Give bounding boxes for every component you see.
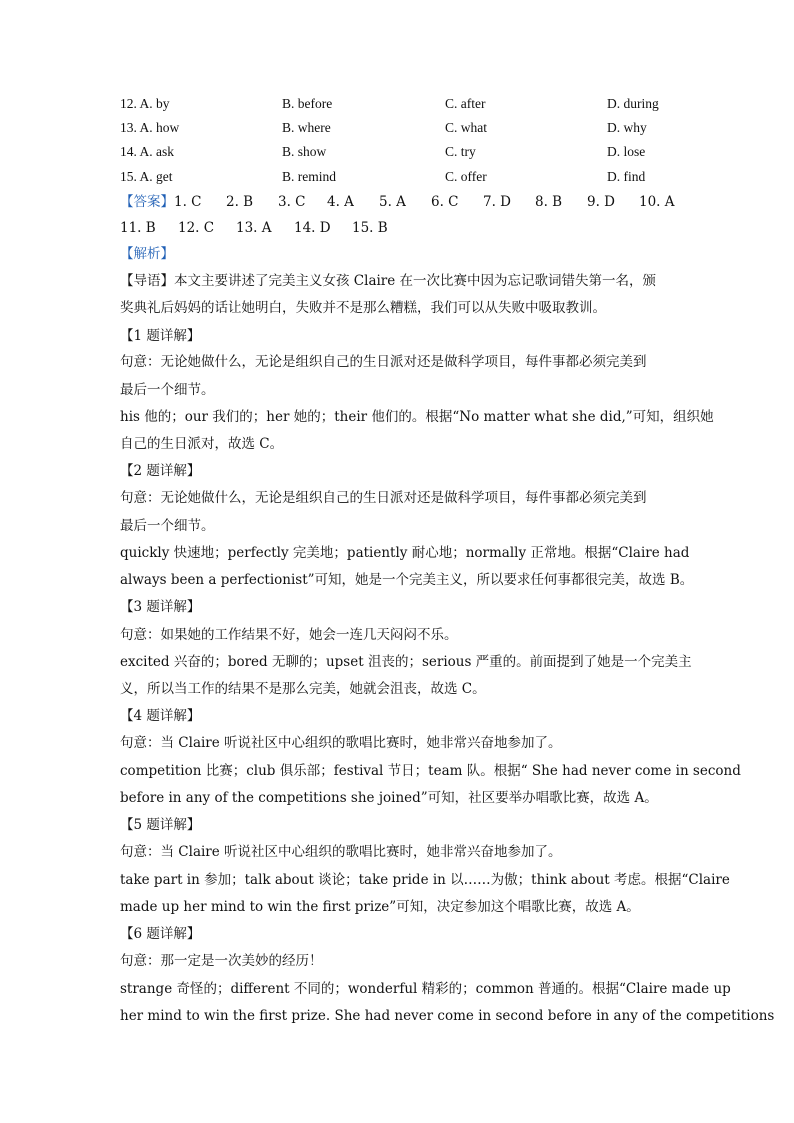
answer-label: 【答案】: [120, 194, 174, 210]
answer-item: 4. A: [327, 194, 354, 210]
answer-item: 6. C: [431, 194, 459, 210]
q6-sentence-1: 句意：那一定是一次美妙的经历！: [120, 953, 323, 969]
q2-sentence-2: 最后一个细节。: [120, 518, 215, 534]
option-a: 13. A. how: [120, 120, 180, 135]
option-d: D. find: [607, 169, 646, 184]
q3-heading: 【3 题详解】: [120, 599, 201, 615]
answer-item: 7. D: [483, 194, 511, 210]
q2-sentence-1: 句意：无论她做什么，无论是组织自己的生日派对还是做科学项目，每件事都必须完美到: [120, 490, 647, 506]
q3-explain-1: excited 兴奋的；bored 无聊的；upset 沮丧的；serious 严重的。前面提到了她是一个完美主: [120, 654, 692, 670]
option-a: 12. A. by: [120, 96, 170, 111]
answer-item: 15. B: [352, 220, 388, 236]
options-row-12: [120, 96, 680, 116]
answer-item: 10. A: [639, 194, 675, 210]
option-c: C. offer: [445, 169, 487, 184]
answer-item: 9. D: [587, 194, 615, 210]
answer-item: 8. B: [535, 194, 563, 210]
options-row-15: [120, 169, 680, 189]
q5-heading: 【5 题详解】: [120, 817, 201, 833]
q2-heading: 【2 题详解】: [120, 463, 201, 479]
options-row-13: [120, 120, 680, 140]
q4-heading: 【4 题详解】: [120, 708, 201, 724]
q6-heading: 【6 题详解】: [120, 926, 201, 942]
intro-line-2: 奖典礼后妈妈的话让她明白，失败并不是那么糟糕，我们可以从失败中吸取教训。: [120, 300, 606, 316]
option-d: D. lose: [607, 144, 646, 159]
analysis-label: 【解析】: [120, 246, 174, 262]
q1-sentence-1: 句意：无论她做什么，无论是组织自己的生日派对还是做科学项目，每件事都必须完美到: [120, 354, 647, 370]
option-b: B. where: [282, 120, 331, 135]
q1-explain-1: his 他的；our 我们的；her 她的；their 他们的。根据“No matter what she did,”可知，组织她: [120, 409, 714, 425]
q2-explain-2: always been a perfectionist”可知，她是一个完美主义，所以要求任何事都很完美，故选 B。: [120, 572, 694, 588]
option-c: C. what: [445, 120, 487, 135]
option-b: B. show: [282, 144, 327, 159]
option-c: C. after: [445, 96, 486, 111]
answer-item: 3. C: [278, 194, 306, 210]
q5-explain-1: take part in 参加；talk about 谈论；take pride in 以……为傲；think about 考虑。根据“Claire: [120, 872, 730, 888]
q4-explain-1: competition 比赛；club 俱乐部；festival 节日；team 队。根据“ She had never come in second: [120, 763, 741, 779]
answer-item: 14. D: [294, 220, 331, 236]
options-row-14: [120, 144, 680, 164]
answer-item: 11. B: [120, 220, 156, 236]
answer-item: 12. C: [178, 220, 215, 236]
q1-explain-2: 自己的生日派对，故选 C。: [120, 436, 284, 452]
option-d: D. during: [607, 96, 659, 111]
q1-sentence-2: 最后一个细节。: [120, 382, 215, 398]
q5-explain-2: made up her mind to win the first prize”可知，决定参加这个唱歌比赛，故选 A。: [120, 899, 640, 915]
q3-explain-2: 义，所以当工作的结果不是那么完美，她就会沮丧，故选 C。: [120, 681, 486, 697]
option-b: B. before: [282, 96, 333, 111]
intro-line-1: 【导语】本文主要讲述了完美主义女孩 Claire 在一次比赛中因为忘记歌词错失第一名，颁: [120, 273, 657, 289]
option-c: C. try: [445, 144, 476, 159]
answer-item: 2. B: [226, 194, 254, 210]
option-a: 14. A. ask: [120, 144, 174, 159]
answers-row-1: [120, 192, 680, 212]
q5-sentence-1: 句意：当 Claire 听说社区中心组织的歌唱比赛时，她非常兴奋地参加了。: [120, 844, 562, 860]
option-a: 15. A. get: [120, 169, 173, 184]
q4-explain-2: before in any of the competitions she joined”可知，社区要举办唱歌比赛，故选 A。: [120, 790, 658, 806]
answers-row-2: [120, 218, 680, 238]
q6-explain-1: strange 奇怪的；different 不同的；wonderful 精彩的；common 普通的。根据“Claire made up: [120, 981, 731, 997]
answer-item: 1. C: [174, 194, 202, 210]
q1-heading: 【1 题详解】: [120, 328, 201, 344]
answer-item: 13. A: [236, 220, 272, 236]
q4-sentence-1: 句意：当 Claire 听说社区中心组织的歌唱比赛时，她非常兴奋地参加了。: [120, 735, 562, 751]
answer-item: 5. A: [379, 194, 406, 210]
q2-explain-1: quickly 快速地；perfectly 完美地；patiently 耐心地；normally 正常地。根据“Claire had: [120, 545, 690, 561]
q3-sentence-1: 句意：如果她的工作结果不好，她会一连几天闷闷不乐。: [120, 627, 458, 643]
option-b: B. remind: [282, 169, 336, 184]
q6-explain-2: her mind to win the first prize. She had never come in second before in any of the competitions: [120, 1008, 775, 1024]
option-d: D. why: [607, 120, 647, 135]
